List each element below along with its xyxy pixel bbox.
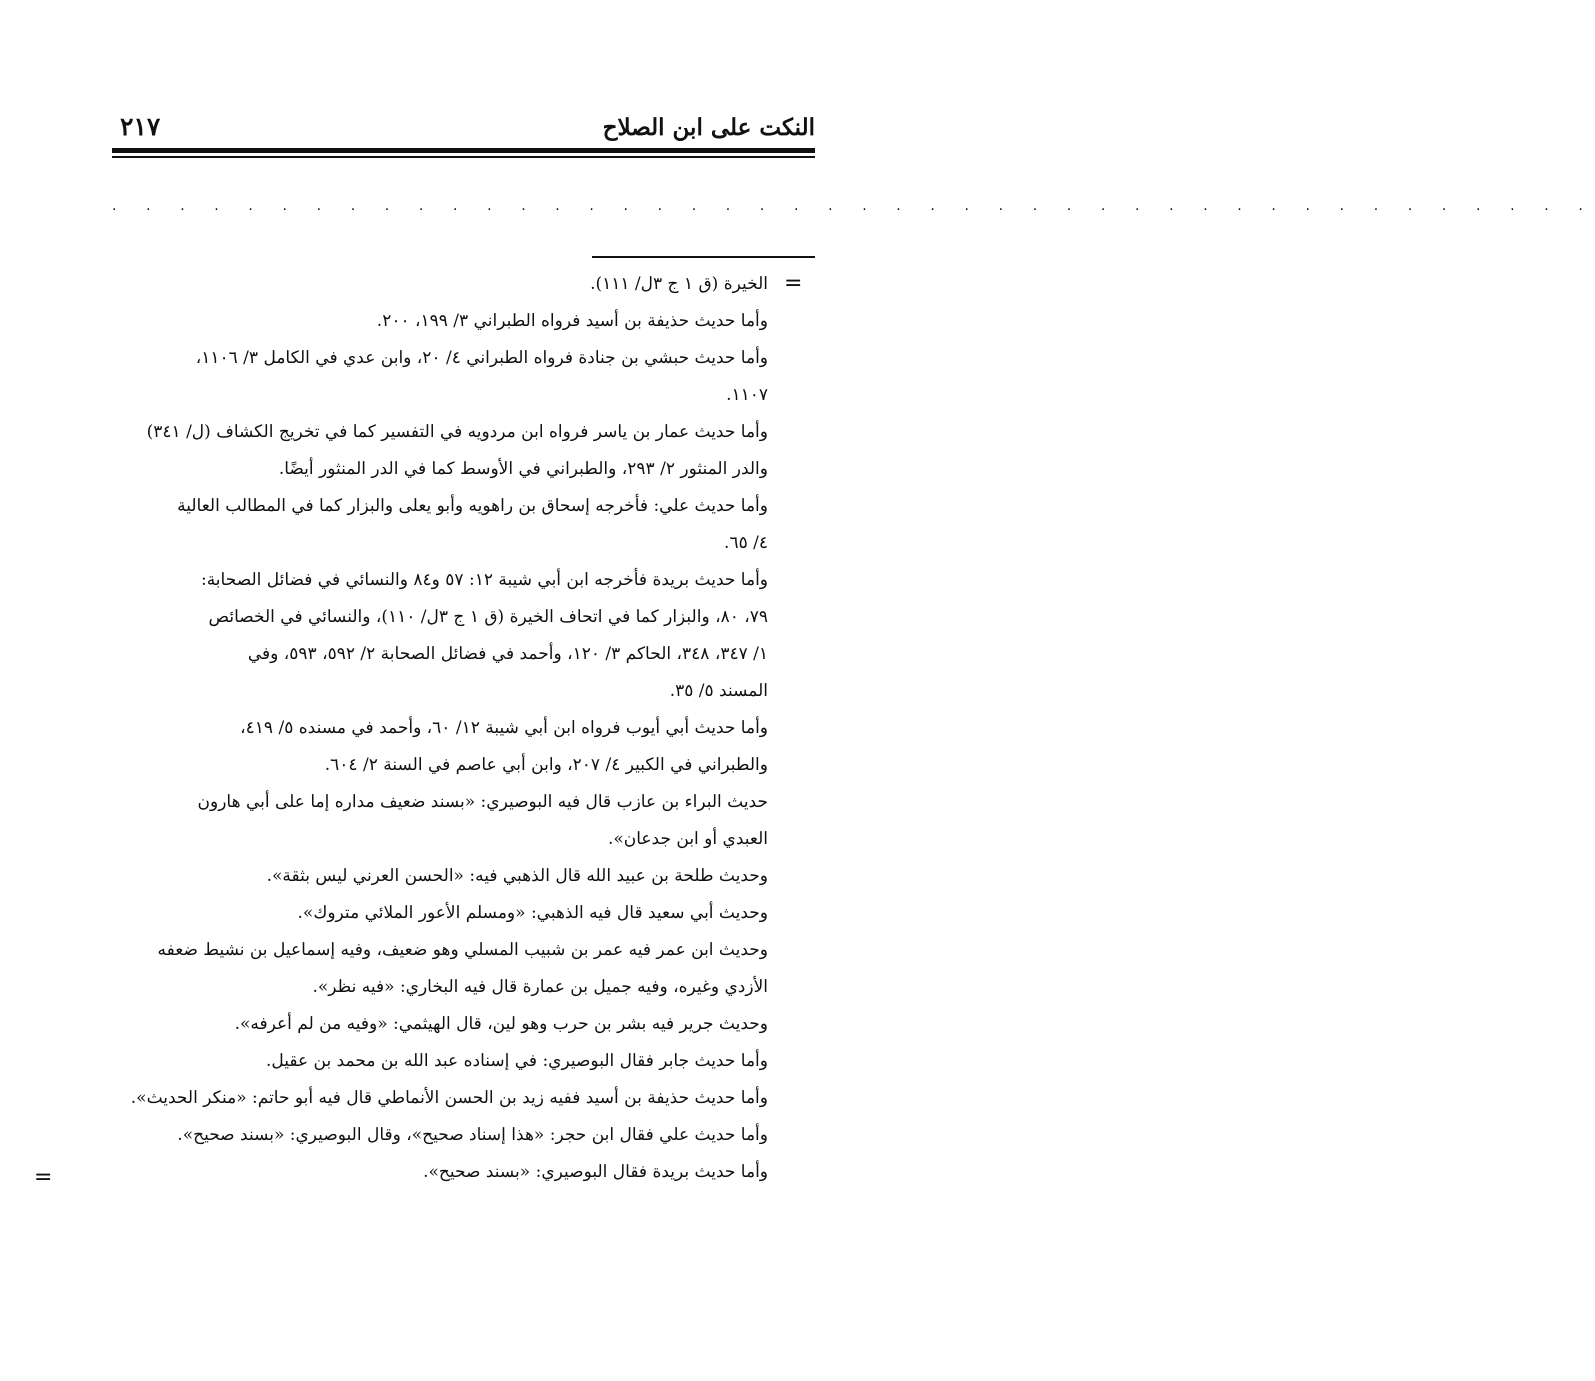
footnote-line: وأما حديث جابر فقال البوصيري: في إسناده عبد الله بن محمد بن عقيل. (266, 1051, 768, 1071)
footnote-line: وأما حديث بريدة فقال البوصيري: «بسند صحيح». (423, 1162, 768, 1182)
footnote-line: وأما حديث حذيفة بن أسيد فرواه الطبراني ٣/ ١٩٩، ٢٠٠. (376, 311, 768, 331)
footnote-line: والدر المنثور ٢/ ٢٩٣، والطبراني في الأوسط كما في الدر المنثور أيضًا. (278, 459, 768, 479)
page-number: ٢١٧ (120, 112, 161, 141)
footnote-line: والطبراني في الكبير ٤/ ٢٠٧، وابن أبي عاصم في السنة ٢/ ٦٠٤. (324, 755, 768, 775)
footnote-line: وأما حديث علي: فأخرجه إسحاق بن راهويه وأبو يعلى والبزار كما في المطالب العالية (177, 496, 768, 516)
continuation-mark: = (784, 271, 803, 296)
footnote-line: العبدي أو ابن جدعان». (607, 829, 768, 849)
footnote-line: حديث البراء بن عازب قال فيه البوصيري: «بسند ضعيف مداره إما على أبي هارون (197, 792, 768, 812)
header-rule-thick (112, 148, 815, 153)
footnote-line: وأما حديث عمار بن ياسر فرواه ابن مردويه في التفسير كما في تخريج الكشاف (ل/ ٣٤١) (146, 422, 768, 442)
footnote-line: وحديث طلحة بن عبيد الله قال الذهبي فيه: «الحسن العرني ليس بثقة». (266, 866, 768, 886)
footnote-line: وأما حديث حبشي بن جنادة فرواه الطبراني ٤/ ٢٠، وابن عدي في الكامل ٣/ ١١٠٦، (195, 348, 768, 368)
footnote-rule (592, 256, 815, 258)
footnote-line: وحديث أبي سعيد قال فيه الذهبي: «ومسلم الأعور الملائي متروك». (297, 903, 768, 923)
footnote-line: الأزدي وغيره، وفيه جميل بن عمارة قال فيه البخاري: «فيه نظر». (312, 977, 768, 997)
footnotes-block (106, 266, 768, 1191)
footnote-line: الخيرة (ق ١ ج ٣ل/ ١١١). (590, 274, 768, 294)
page-header (112, 112, 815, 152)
header-rule-thin (112, 156, 815, 158)
footnote-line: وحديث ابن عمر فيه عمر بن شبيب المسلي وهو ضعيف، وفيه إسماعيل بن نشيط ضعفه (157, 940, 768, 960)
footnote-line: وأما حديث بريدة فأخرجه ابن أبي شيبة ١٢: ٥٧ و٨٤ والنسائي في فضائل الصحابة: (200, 570, 768, 590)
footnote-line: وأما حديث أبي أيوب فرواه ابن أبي شيبة ١٢/ ٦٠، وأحمد في مسنده ٥/ ٤١٩، (240, 718, 768, 738)
footnote-line: وأما حديث حذيفة بن أسيد ففيه زيد بن الحسن الأنماطي قال فيه أبو حاتم: «منكر الحديث». (130, 1088, 768, 1108)
footnote-line: ٧٩، ٨٠، والبزار كما في اتحاف الخيرة (ق ١ ج ٣ل/ ١١٠)، والنسائي في الخصائص (208, 607, 768, 627)
running-title: النكت على ابن الصلاح (602, 114, 815, 141)
footnote-line: ١/ ٣٤٧، ٣٤٨، الحاكم ٣/ ١٢٠، وأحمد في فضائل الصحابة ٢/ ٥٩٢، ٥٩٣، وفي (247, 644, 768, 664)
footnote-line: ٤/ ٦٥. (724, 533, 768, 553)
footnote-line: المسند ٥/ ٣٥. (669, 681, 768, 701)
side-continuation-mark: = (34, 1165, 53, 1190)
separator-dots: . . . . . . . . . . . . . . . . . . . . . . . . . . . . . . . . . . . . . . . . . . . . (112, 198, 1595, 214)
footnote-line: وأما حديث علي فقال ابن حجر: «هذا إسناد صحيح»، وقال البوصيري: «بسند صحيح». (177, 1125, 768, 1145)
footnote-line: وحديث جرير فيه بشر بن حرب وهو لين، قال الهيثمي: «وفيه من لم أعرفه». (234, 1014, 768, 1034)
footnote-line: ١١٠٧. (726, 385, 768, 405)
